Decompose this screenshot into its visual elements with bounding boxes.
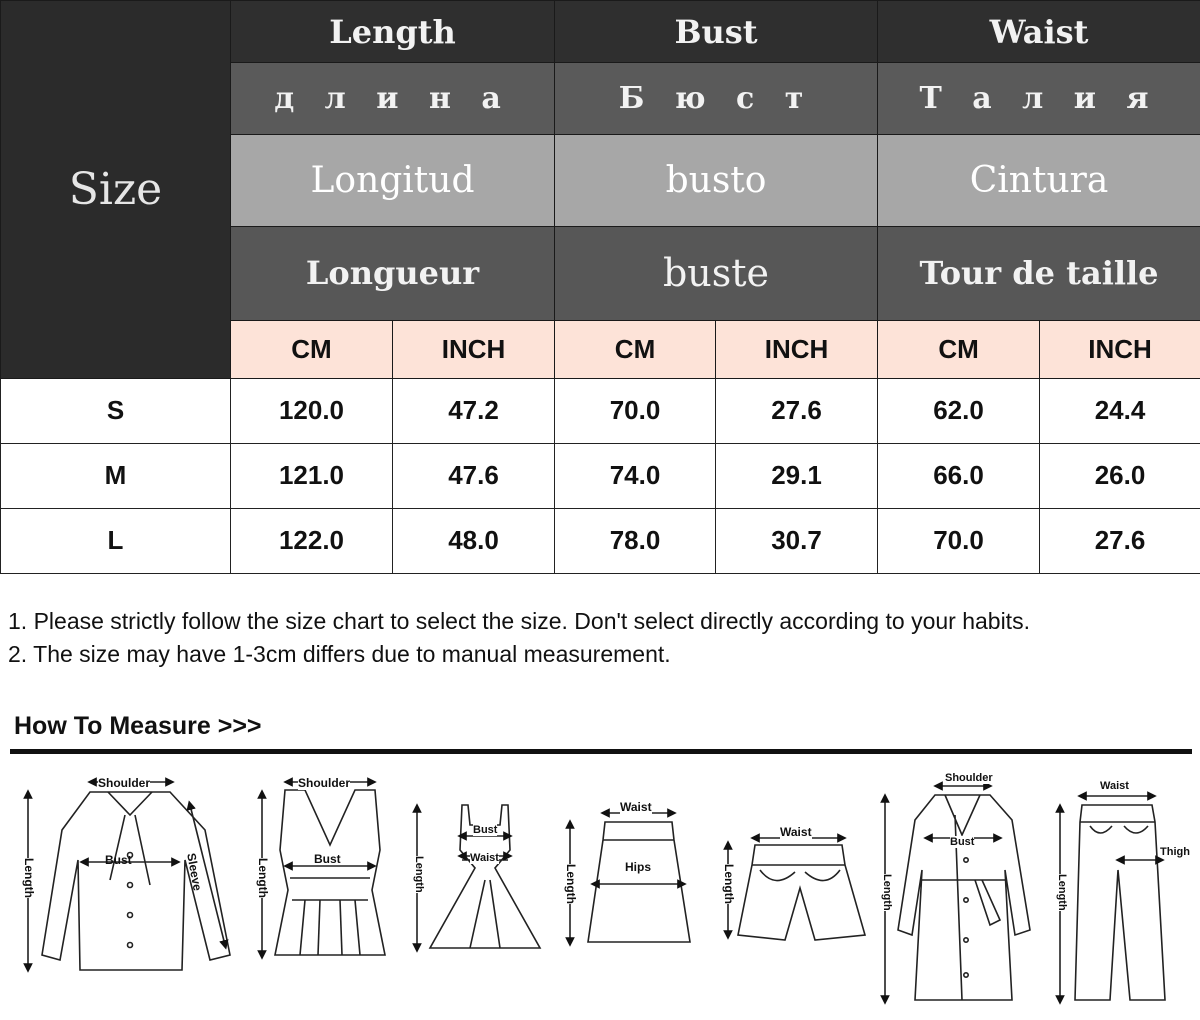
value-cell: 70.0 [555,378,716,443]
table-row [1,508,1200,573]
label-shoulder: Shoulder [298,776,351,790]
label-hips: Hips [625,860,652,874]
value-cell: 48.0 [393,508,555,573]
unit-cell: INCH [716,320,878,378]
label-bust: Bust [473,824,498,836]
value-cell: 29.1 [716,443,878,508]
skirt-diagram [570,813,690,942]
coat-diagram [885,786,1030,1000]
label-waist: Waist [780,825,812,839]
value-cell: 47.2 [393,378,555,443]
value-cell: 120.0 [231,378,393,443]
header-waist-en: Waist [878,1,1200,63]
measurement-diagrams [0,760,1200,1010]
value-cell: 30.7 [716,508,878,573]
garment-illustrations [0,760,1200,1010]
header-length-ru: д л и н а [231,63,555,135]
value-cell: 27.6 [1040,508,1200,573]
value-cell: 70.0 [878,508,1040,573]
pants-diagram [1060,796,1165,1000]
header-length-es: Longitud [231,135,555,227]
unit-cell: INCH [393,320,555,378]
label-bust: Bust [314,852,341,866]
how-to-measure-title: How To Measure >>> [14,712,262,740]
unit-cell: CM [878,320,1040,378]
label-length: Length [256,858,270,898]
label-sleeve: Sleeve [184,852,205,892]
note-1: 1. Please strictly follow the size chart to select the size. Don't select directly according to your habits. [8,608,1030,634]
label-length: Length [22,858,36,898]
table-row [1,443,1200,508]
label-bust: Bust [950,836,975,848]
value-cell: 122.0 [231,508,393,573]
section-divider [10,749,1192,754]
label-length: Length [722,864,736,904]
header-waist-es: Cintura [878,135,1200,227]
header-waist-ru: Т а л и я [878,63,1200,135]
size-header: Size [1,1,231,379]
header-bust-ru: Б ю с т [555,63,878,135]
value-cell: 27.6 [716,378,878,443]
value-cell: 78.0 [555,508,716,573]
value-cell: 24.4 [1040,378,1200,443]
size-cell: S [1,378,231,443]
label-length: Length [413,856,425,893]
header-waist-fr: Tour de taille [878,227,1200,320]
value-cell: 74.0 [555,443,716,508]
note-2: 2. The size may have 1-3cm differs due to manual measurement. [8,641,671,667]
size-cell: M [1,443,231,508]
size-notes [8,605,1198,671]
label-thigh: Thigh [1160,846,1190,858]
tank-top-diagram [262,782,385,955]
header-row-english [1,1,1200,63]
value-cell: 121.0 [231,443,393,508]
size-cell: L [1,508,231,573]
unit-cell: CM [231,320,393,378]
value-cell: 26.0 [1040,443,1200,508]
label-waist: Waist [620,800,652,814]
header-length-fr: Longueur [231,227,555,320]
value-cell: 47.6 [393,443,555,508]
label-length: Length [564,864,578,904]
label-length: Length [881,874,893,911]
table-row [1,378,1200,443]
unit-cell: CM [555,320,716,378]
shorts-diagram [728,838,865,940]
unit-cell: INCH [1040,320,1200,378]
header-bust-en: Bust [555,1,878,63]
label-waist: Waist [1100,780,1129,792]
header-bust-fr: buste [555,227,878,320]
label-shoulder: Shoulder [945,772,993,784]
value-cell: 62.0 [878,378,1040,443]
header-length-en: Length [231,1,555,63]
label-waist: Waist [470,852,499,864]
label-shoulder: Shoulder [98,776,151,790]
label-length: Length [1056,874,1068,911]
label-bust: Bust [105,853,132,867]
value-cell: 66.0 [878,443,1040,508]
header-bust-es: busto [555,135,878,227]
